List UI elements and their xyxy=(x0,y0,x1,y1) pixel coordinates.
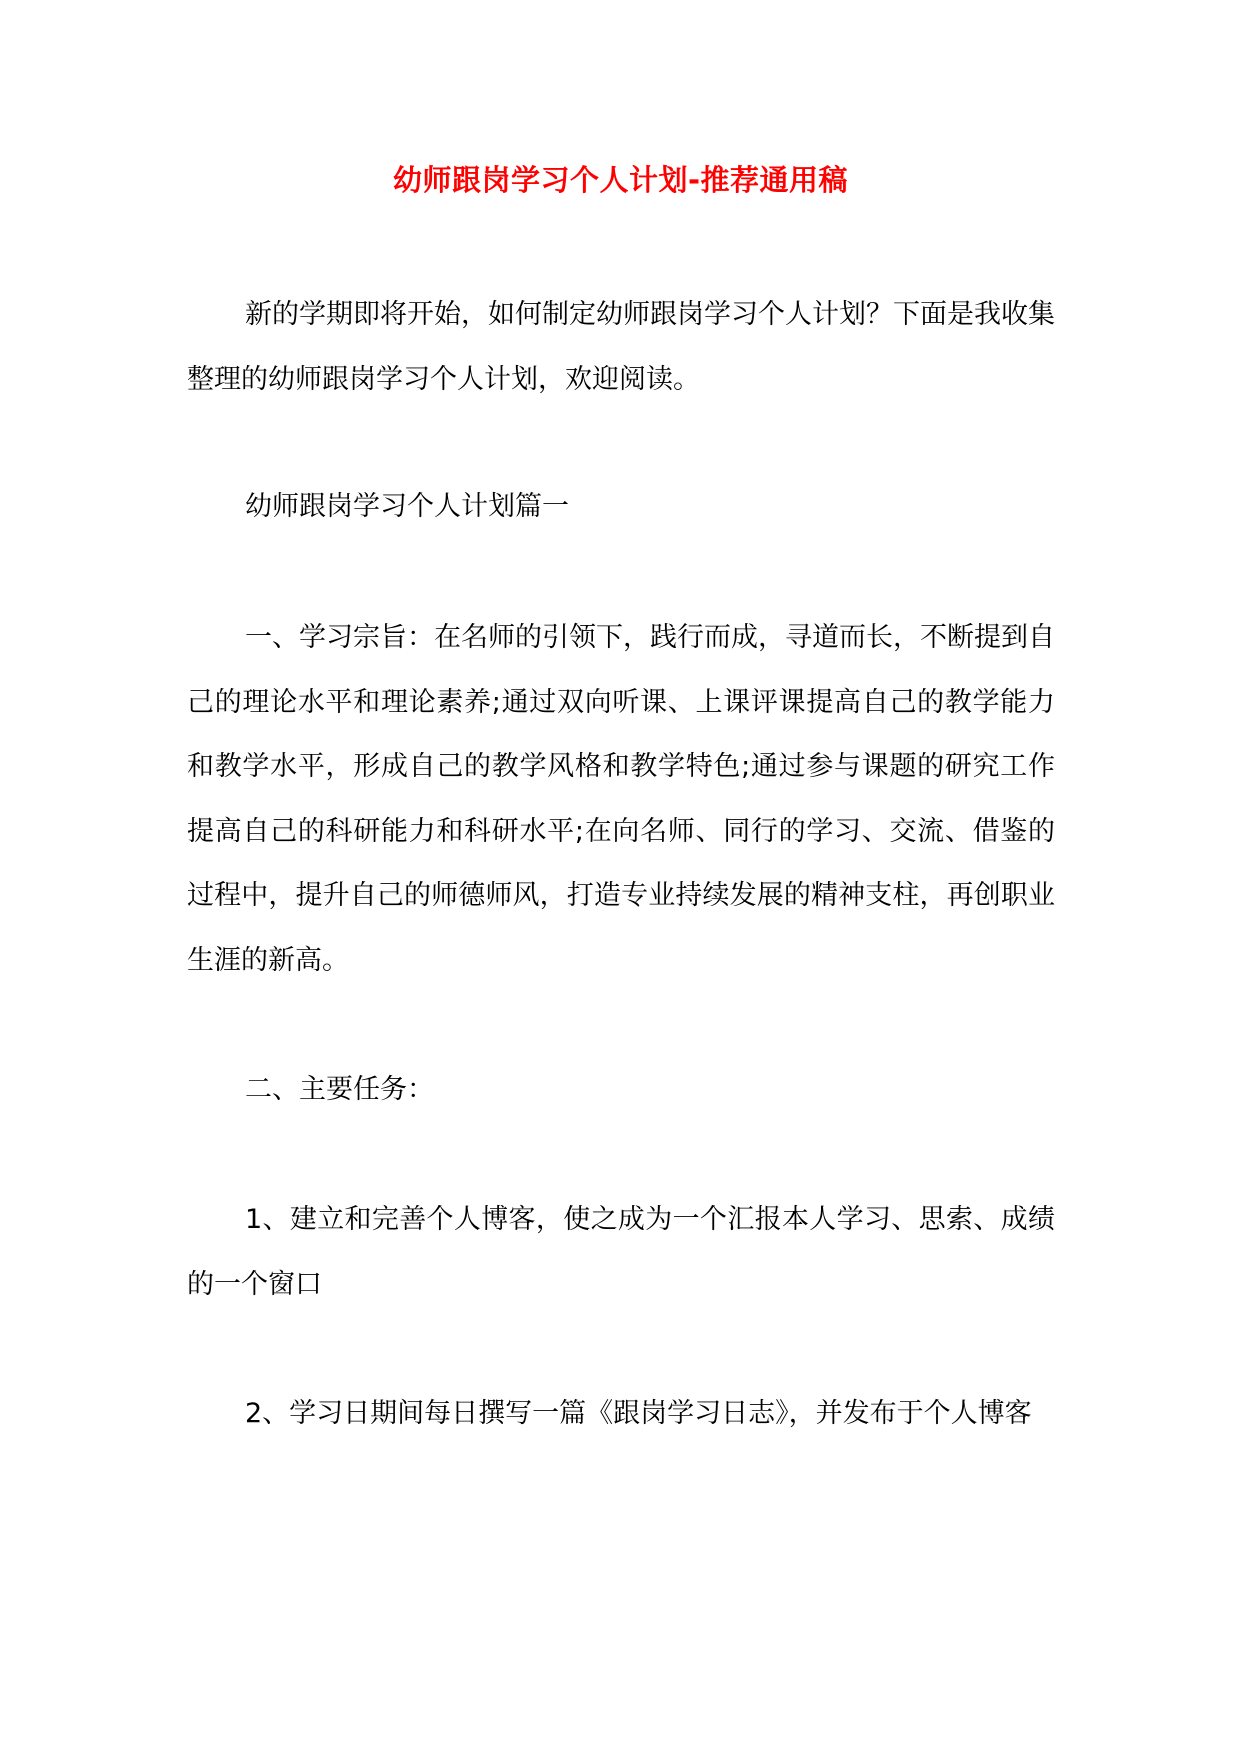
section-heading-plan-one: 幼师跟岗学习个人计划篇一 xyxy=(245,491,569,522)
task-item-2: 2、学习日期间每日撰写一篇《跟岗学习日志》，并发布于个人博客 xyxy=(245,1398,1032,1429)
learning-aim-paragraph: 一、学习宗旨：在名师的引领下，践行而成，寻道而长，不断提到自己的理论水平和理论素养;通过双向听课、上课评课提高自己的教学能力和教学水平，形成自己的教学风格和教学特色;通过参与课题的研究工作提高自己的科研能力和科研水平;在向名师、同行的学习、交流、借鉴的过程中，提升自己的师德师风，打造专业持续发展的精神支柱，再创职业生涯的新高。 xyxy=(187,622,1055,976)
intro-paragraph: 新的学期即将开始，如何制定幼师跟岗学习个人计划？下面是我收集整理的幼师跟岗学习个人计划，欢迎阅读。 xyxy=(187,299,1055,395)
document-title: 幼师跟岗学习个人计划-推荐通用稿 xyxy=(392,163,849,197)
task-item-1: 1、建立和完善个人博客，使之成为一个汇报本人学习、思索、成绩的一个窗口 xyxy=(187,1204,1055,1300)
main-tasks-heading: 二、主要任务： xyxy=(245,1074,434,1105)
